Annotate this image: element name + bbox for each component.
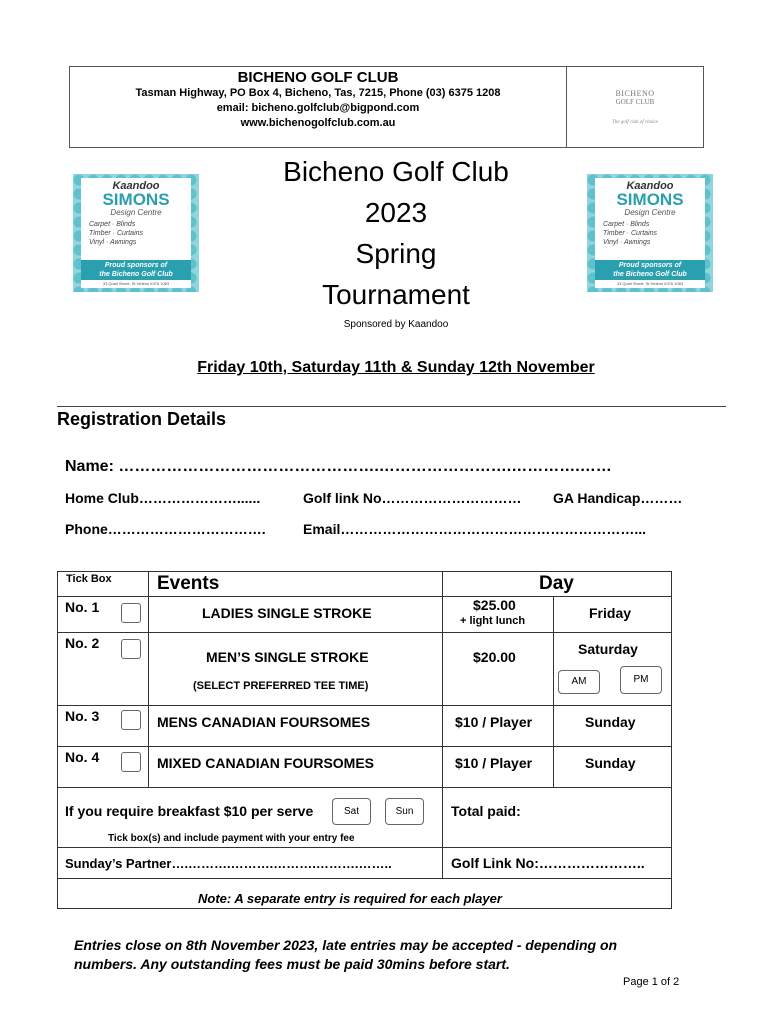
day-cell — [553, 746, 672, 788]
sponsor-item: Blinds — [630, 221, 650, 228]
sponsor-item: Carpet — [603, 221, 625, 228]
sponsor-item: Awnings — [110, 239, 137, 246]
price-cell — [442, 632, 554, 706]
breakfast-sun-button[interactable]: Sun — [385, 798, 424, 825]
sponsor-badge-right: Kaandoo SIMONS Design Centre Carpet · Blinds Timber · Curtains Vinyl · Awnings Proud sponsors of the Bicheno Golf Club 33 Quail Street, St Helens 6376 1083 — [587, 174, 713, 292]
event-name: MIXED CANADIAN FOURSOMES — [157, 755, 375, 771]
total-paid-label[interactable]: Total paid: — [451, 803, 521, 819]
sponsor-item: Vinyl — [603, 239, 619, 246]
event-price-note: + light lunch — [460, 615, 526, 627]
closing-line-1: Entries close on 8th November 2023, late entries may be accepted - depending on — [74, 937, 618, 953]
event-price: $10 / Player — [455, 755, 533, 771]
day-cell — [553, 632, 672, 706]
sponsor-item: Timber — [603, 230, 625, 237]
row-number: No. 4 — [65, 749, 100, 765]
total-paid-cell — [442, 787, 672, 848]
title-line-4: Tournament — [322, 279, 470, 310]
sponsor-item: Curtains — [116, 230, 144, 237]
tick-note: Tick box(s) and include payment with your entry fee — [108, 833, 355, 844]
breakfast-sat-button[interactable]: Sat — [332, 798, 371, 825]
ga-handicap-field[interactable]: GA Handicap……… — [553, 490, 683, 506]
sponsor-brand-main: SIMONS — [102, 190, 170, 209]
tick-box-header-cell — [57, 571, 149, 597]
divider — [57, 406, 726, 407]
phone-field[interactable]: Phone……………………………. — [65, 521, 266, 537]
table-row — [57, 746, 149, 788]
event-note: (SELECT PREFERRED TEE TIME) — [193, 680, 369, 692]
ladies-stroke-checkbox[interactable] — [121, 603, 141, 623]
club-email: email: bicheno.golfclub@bigpond.com — [216, 102, 420, 114]
club-name: BICHENO GOLF CLUB — [237, 69, 399, 86]
event-name: LADIES SINGLE STROKE — [202, 605, 372, 621]
sunday-partner-field[interactable]: Sunday’s Partner….……….……….……….……….…….. — [65, 856, 392, 871]
golf-link-no-field[interactable]: Golf Link No:………………….. — [451, 855, 645, 871]
club-contact-block — [70, 67, 567, 147]
event-price: $20.00 — [473, 649, 516, 665]
sponsor-proud-line1: Proud sponsors of — [104, 262, 168, 269]
sponsor-brand-top: Kaandoo — [626, 180, 674, 192]
club-address: Tasman Highway, PO Box 4, Bicheno, Tas, 7215, Phone (03) 6375 1208 — [135, 87, 501, 99]
table-row — [57, 596, 149, 633]
registration-heading: Registration Details — [57, 409, 227, 429]
breakfast-cell — [57, 787, 443, 848]
home-club-field[interactable]: Home Club…………………...... — [65, 490, 261, 506]
golf-link-field[interactable]: Golf link No………………………… — [303, 490, 522, 506]
sponsor-item: Blinds — [116, 221, 136, 228]
tournament-title — [246, 151, 546, 315]
sponsor-item: Vinyl — [89, 239, 105, 246]
sponsor-proud-line2: the Bicheno Golf Club — [613, 271, 687, 278]
email-field[interactable]: Email………………………………………………………... — [303, 521, 647, 537]
event-day: Friday — [589, 605, 632, 621]
sponsor-item: Timber — [89, 230, 111, 237]
event-day: Sunday — [585, 755, 636, 771]
event-day: Sunday — [585, 714, 636, 730]
title-line-1: Bicheno Golf Club — [283, 156, 509, 187]
event-day: Saturday — [578, 641, 638, 657]
price-cell — [442, 596, 554, 633]
day-header: Day — [539, 573, 574, 594]
tick-box-header: Tick Box — [66, 573, 112, 585]
row-number: No. 3 — [65, 708, 100, 724]
sponsor-proud-line2: the Bicheno Golf Club — [99, 271, 173, 278]
day-cell — [553, 596, 672, 633]
club-website: www.bichenogolfclub.com.au — [240, 117, 396, 129]
price-cell — [442, 705, 554, 747]
page-number: Page 1 of 2 — [623, 976, 680, 988]
event-price: $10 / Player — [455, 714, 533, 730]
event-cell — [148, 596, 443, 633]
closing-line-2: numbers. Any outstanding fees must be paid 30mins before start. — [74, 956, 510, 972]
events-header: Events — [157, 573, 220, 594]
event-cell — [148, 632, 443, 706]
title-line-2: 2023 — [364, 197, 428, 228]
event-name: MENS CANADIAN FOURSOMES — [157, 714, 371, 730]
price-cell — [442, 746, 554, 788]
note-cell — [57, 878, 672, 909]
closing-notice — [74, 936, 714, 974]
sponsor-item: Awnings — [624, 239, 651, 246]
sponsor-proud-banner — [81, 260, 191, 280]
row-number: No. 1 — [65, 599, 100, 615]
title-line-3: Spring — [355, 238, 437, 269]
event-cell — [148, 746, 443, 788]
mens-stroke-checkbox[interactable] — [121, 639, 141, 659]
mens-canadian-checkbox[interactable] — [121, 710, 141, 730]
sponsor-brand-top: Kaandoo — [112, 180, 160, 192]
event-name: MEN’S SINGLE STROKE — [206, 649, 369, 665]
sponsor-address: 33 Quail Street, St Helens 6376 1083 — [616, 281, 684, 286]
club-logo-tagline: The golf club of choice — [612, 120, 658, 125]
sponsor-brand-sub: Design Centre — [624, 208, 676, 217]
name-field[interactable]: Name: ………………………………………….…………………….………….…… — [65, 458, 612, 475]
sponsor-address: 33 Quail Street, St Helens 6376 1083 — [102, 281, 170, 286]
sponsor-item: Carpet — [89, 221, 111, 228]
day-header-cell — [442, 571, 672, 597]
club-logo — [567, 67, 703, 147]
tee-time-am-button[interactable]: AM — [558, 670, 600, 694]
row-number: No. 2 — [65, 635, 100, 651]
sponsor-proud-line1: Proud sponsors of — [618, 262, 682, 269]
tournament-dates: Friday 10th, Saturday 11th & Sunday 12th November — [197, 359, 595, 376]
day-cell — [553, 705, 672, 747]
breakfast-text: If you require breakfast $10 per serve — [65, 803, 314, 819]
separate-entry-note: Note: A separate entry is required for each player — [198, 891, 502, 906]
tee-time-pm-button[interactable]: PM — [620, 666, 662, 694]
sponsor-brand-sub: Design Centre — [110, 208, 162, 217]
club-logo-line1: BICHENO — [615, 89, 655, 98]
sponsor-badge-left: Kaandoo SIMONS Design Centre Carpet · Blinds Timber · Curtains Vinyl · Awnings Proud sponsors of the Bicheno Golf Club 33 Quail Street, St Helens 6376 1083 — [73, 174, 199, 292]
club-header-box — [69, 66, 704, 148]
golf-link-cell — [442, 847, 672, 879]
sponsor-proud-banner — [595, 260, 705, 280]
table-row — [57, 632, 149, 706]
sponsor-brand-main: SIMONS — [616, 190, 684, 209]
sponsor-item: Curtains — [630, 230, 658, 237]
events-table — [57, 571, 672, 909]
sponsored-by: Sponsored by Kaandoo — [343, 319, 449, 330]
mixed-canadian-checkbox[interactable] — [121, 752, 141, 772]
events-header-cell — [148, 571, 443, 597]
event-cell — [148, 705, 443, 747]
table-row — [57, 705, 149, 747]
club-logo-line2: GOLF CLUB — [615, 98, 655, 106]
partner-cell — [57, 847, 443, 879]
event-price: $25.00 — [473, 597, 516, 613]
